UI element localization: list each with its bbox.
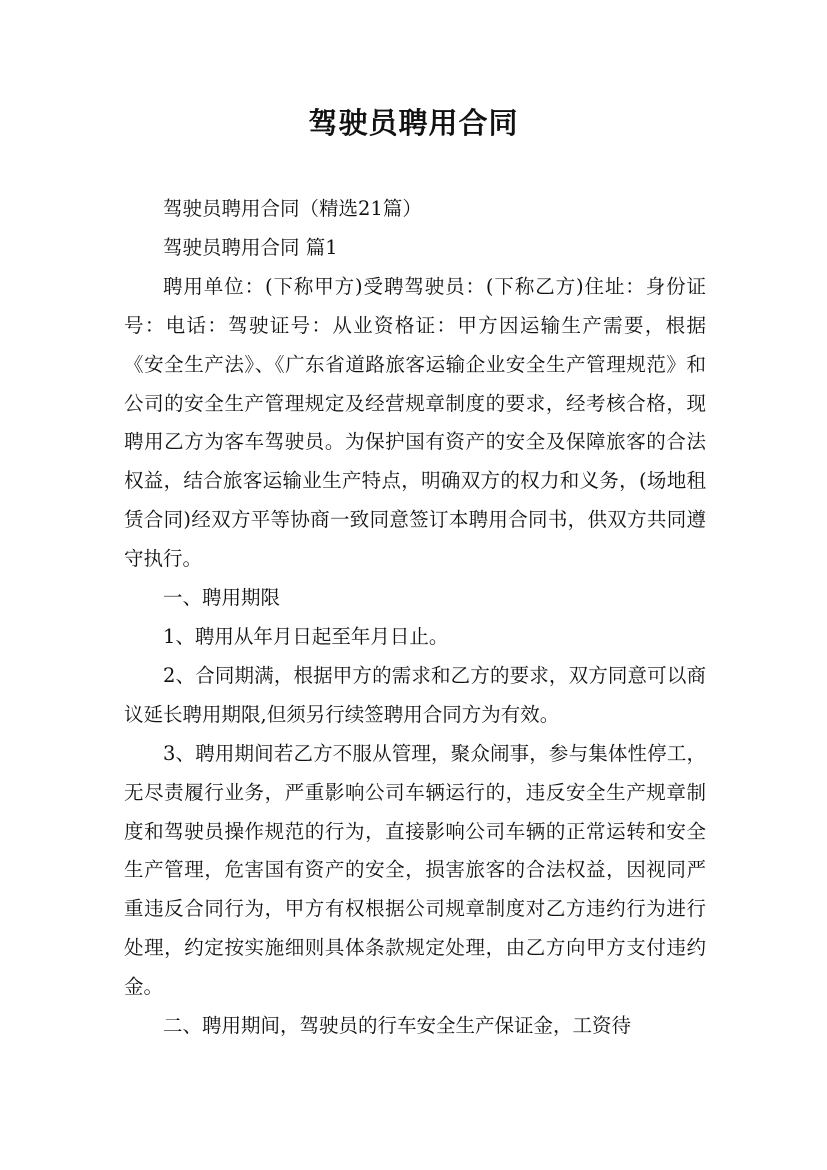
document-paragraph: 一、聘用期限	[163, 586, 281, 610]
document-title: 驾驶员聘用合同	[308, 106, 519, 140]
document-paragraph: 驾驶员聘用合同 篇1	[163, 235, 338, 259]
document-body	[124, 190, 706, 1046]
document-paragraph: 驾驶员聘用合同（精选21篇）	[163, 197, 422, 220]
document-paragraph: 聘用单位：(下称甲方)受聘驾驶员：(下称乙方)住址：身份证号：电话：驾驶证号：从业资格证：甲方因运输生产需要，根据《安全生产法》、《广东省道路旅客运输企业安全生产管理规范》和公司的安全生产管理规定及经营规章制度的要求，经考核合格，现聘用乙方为客车驾驶员。为保护国有资产的安全及保障旅客的合法权益，结合旅客运输业生产特点，明确双方的权力和义务，(场地租赁合同)经双方平等协商一致同意签订本聘用合同书，供双方共同遵守执行。	[124, 274, 706, 571]
document-paragraph: 2、合同期满，根据甲方的需求和乙方的要求，双方同意可以商议延长聘用期限,但须另行续签聘用合同方为有效。	[124, 663, 706, 726]
document-paragraph: 3、聘用期间若乙方不服从管理，聚众闹事，参与集体性停工，无尽责履行业务，严重影响公司车辆运行的，违反安全生产规章制度和驾驶员操作规范的行为，直接影响公司车辆的正常运转和安全生产管理，危害国有资产的安全，损害旅客的合法权益，因视同严重违反合同行为，甲方有权根据公司规章制度对乙方违约行为进行处理，约定按实施细则具体条款规定处理，由乙方向甲方支付违约金。	[124, 741, 706, 999]
document-paragraph: 二、聘用期间，驾驶员的行车安全生产保证金，工资待	[163, 1014, 632, 1038]
document-paragraph: 1、聘用从年月日起至年月日止。	[163, 624, 449, 648]
